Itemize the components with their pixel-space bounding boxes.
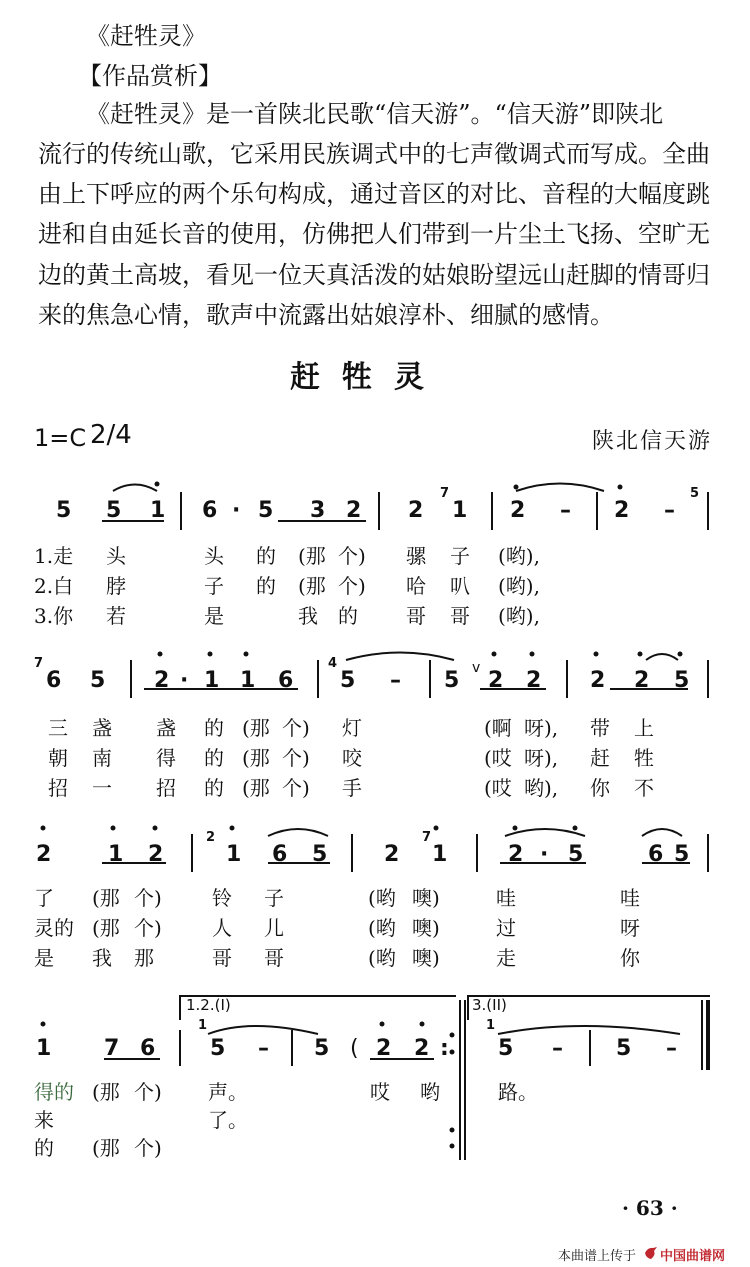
lyric: 儿: [264, 916, 284, 940]
lyric: 头: [204, 544, 224, 568]
note: 2: [36, 842, 52, 867]
note: 2: [154, 668, 170, 693]
note: 1: [108, 842, 124, 867]
lyric: 灯: [342, 716, 362, 740]
lyric: (哟),: [498, 574, 540, 598]
note: 6: [648, 842, 664, 867]
lyric: 若: [106, 604, 126, 628]
lyric: 得的: [34, 1080, 74, 1104]
lyric: 骡: [406, 544, 426, 568]
lyric: 噢): [412, 916, 440, 940]
lyric: (哎: [484, 746, 512, 770]
lyric: 我: [92, 946, 112, 970]
analysis-line-4: 进和自由延长音的使用，仿佛把人们带到一片尘土飞扬、空旷无: [38, 220, 710, 248]
lyric: (哟: [368, 946, 396, 970]
lyric: 人: [212, 916, 232, 940]
lyric: 你: [620, 946, 640, 970]
first-ending-label: 1.2.(I): [186, 996, 231, 1014]
page-number: · 63 ·: [622, 1196, 678, 1220]
analysis-line-6: 来的焦急心情，歌声中流露出姑娘淳朴、细腻的感情。: [38, 301, 614, 329]
lyric: 哥: [264, 946, 284, 970]
lyric: (哟),: [498, 604, 540, 628]
lyric: 声。: [208, 1080, 248, 1104]
note: 5: [106, 498, 122, 523]
note: 2: [510, 498, 526, 523]
note: 5: [56, 498, 72, 523]
lyric: 南: [92, 746, 112, 770]
repeat-colon: :: [440, 1036, 449, 1061]
lyric: 不: [634, 776, 654, 800]
note: 1: [150, 498, 166, 523]
lyric: 个): [282, 716, 310, 740]
note: –: [552, 1036, 563, 1061]
lyric: 呀),: [524, 716, 559, 740]
breath-mark: v: [472, 660, 481, 676]
lyric: 了。: [208, 1108, 248, 1132]
lyric: 三: [48, 716, 68, 740]
lyric: 一: [92, 776, 112, 800]
lyric: 是: [204, 604, 224, 628]
note: ·: [232, 498, 241, 523]
note: 5: [340, 668, 356, 693]
note: 1: [36, 1036, 52, 1061]
note: 2: [384, 842, 400, 867]
lyric: (那: [298, 544, 326, 568]
lyric: 哇: [620, 886, 640, 910]
lyric: 来: [34, 1108, 54, 1132]
note: 2: [488, 668, 504, 693]
grace-note: 7: [422, 830, 432, 845]
lyric: 的: [338, 604, 358, 628]
lyric: 哟),: [524, 776, 559, 800]
lyric: 哥: [406, 604, 426, 628]
lyric: 上: [634, 716, 654, 740]
lyric: 的: [256, 574, 276, 598]
note: –: [390, 668, 401, 693]
section-heading: 【作品赏析】: [78, 62, 222, 90]
note: 5: [210, 1036, 226, 1061]
grace-note: 7: [440, 486, 450, 501]
lyric: (哟: [368, 886, 396, 910]
lyric: 了: [34, 886, 54, 910]
time-signature: 2/4: [90, 420, 132, 450]
lyric: (那: [242, 776, 270, 800]
note: 6: [46, 668, 62, 693]
second-ending-label: 3.(II): [472, 996, 507, 1014]
lyric: 招: [48, 776, 68, 800]
lyric: 个): [282, 746, 310, 770]
score-title: 赶牲灵: [290, 360, 446, 395]
note: 5: [568, 842, 584, 867]
lyric: 3.你: [34, 604, 74, 628]
lyric: 招: [156, 776, 176, 800]
analysis-line-1: 《赶牲灵》是一首陕北民歌“信天游”。“信天游”即陕北: [86, 100, 664, 128]
note: 1: [204, 668, 220, 693]
lyric: 子: [264, 886, 284, 910]
note: 2: [414, 1036, 430, 1061]
note: 5: [616, 1036, 632, 1061]
site-logo-icon: [644, 1245, 658, 1259]
note: –: [666, 1036, 677, 1061]
lyric: 脖: [106, 574, 126, 598]
lyric: 我: [298, 604, 318, 628]
lyric: 赶: [590, 746, 610, 770]
note: –: [664, 498, 675, 523]
lyric: (那: [92, 916, 120, 940]
lyric: 哈: [406, 574, 426, 598]
lyric: 的: [34, 1136, 54, 1160]
lyric: 个): [134, 1136, 162, 1160]
lyric: (哎: [484, 776, 512, 800]
key-signature: 1=C: [34, 424, 87, 452]
grace-note: 7: [34, 656, 44, 671]
lyric: (哟),: [498, 544, 540, 568]
lyric: 个): [338, 574, 366, 598]
lyric: 是: [34, 946, 54, 970]
lyric: 个): [134, 1080, 162, 1104]
lyric: 呀),: [524, 746, 559, 770]
analysis-line-2: 流行的传统山歌，它采用民族调式中的七声徵调式而写成。全曲: [38, 140, 710, 168]
lyric: 路。: [498, 1080, 538, 1104]
note: 5: [674, 668, 690, 693]
note: 2: [408, 498, 424, 523]
lyric: 个): [134, 886, 162, 910]
lyric: 盏: [92, 716, 112, 740]
note: –: [258, 1036, 269, 1061]
note: 5: [312, 842, 328, 867]
note: 1: [226, 842, 242, 867]
grace-note: 4: [328, 656, 338, 671]
note: 5: [674, 842, 690, 867]
note: 2: [590, 668, 606, 693]
song-origin: 陕北信天游: [592, 429, 713, 454]
lyric: (那: [92, 1136, 120, 1160]
note: 5: [498, 1036, 514, 1061]
lyric: 盏: [156, 716, 176, 740]
lyric: (那: [242, 746, 270, 770]
note: 2: [634, 668, 650, 693]
note: 6: [272, 842, 288, 867]
lyric: (啊: [484, 716, 512, 740]
lyric: 个): [338, 544, 366, 568]
lyric: 铃: [212, 886, 232, 910]
site-name[interactable]: 中国曲谱网: [660, 1249, 726, 1264]
note: 1: [432, 842, 448, 867]
note: 2: [148, 842, 164, 867]
work-title: 《赶牲灵》: [86, 22, 206, 50]
lyric: 朝: [48, 746, 68, 770]
lyric: 哥: [450, 604, 470, 628]
lyric: 子: [450, 544, 470, 568]
lyric: 牲: [634, 746, 654, 770]
lyric: (那: [92, 1080, 120, 1104]
note: 3: [310, 498, 326, 523]
note: 2: [526, 668, 542, 693]
lyric: 噢): [412, 946, 440, 970]
lyric: 个): [134, 916, 162, 940]
note: 2: [376, 1036, 392, 1061]
lyric: (那: [298, 574, 326, 598]
grace-note: 5: [690, 486, 700, 501]
note: 7: [104, 1036, 120, 1061]
note: 5: [258, 498, 274, 523]
analysis-line-5: 边的黄土高坡，看见一位天真活泼的姑娘盼望远山赶脚的情哥归: [38, 261, 710, 289]
note: 5: [444, 668, 460, 693]
analysis-line-3: 由上下呼应的两个乐句构成，通过音区的对比、音程的大幅度跳: [38, 180, 710, 208]
lyric: 得: [156, 746, 176, 770]
note: –: [560, 498, 571, 523]
note: 5: [90, 668, 106, 693]
lyric: 呀: [620, 916, 640, 940]
lyric: 那: [134, 946, 154, 970]
lyric: (那: [92, 886, 120, 910]
note: ·: [180, 668, 189, 693]
lyric: 手: [342, 776, 362, 800]
note: 1: [240, 668, 256, 693]
lyric: 你: [590, 776, 610, 800]
lyric: 子: [204, 574, 224, 598]
lyric: 咬: [342, 746, 362, 770]
lyric: 走: [496, 946, 516, 970]
note: 1: [452, 498, 468, 523]
upload-credit: 本曲谱上传于: [558, 1249, 637, 1264]
note: 6: [140, 1036, 156, 1061]
note: 6: [202, 498, 218, 523]
note: (: [350, 1036, 359, 1061]
lyric: 的: [204, 716, 224, 740]
note: ·: [540, 842, 549, 867]
grace-note: 1: [198, 1018, 208, 1033]
lyric: 的: [204, 776, 224, 800]
lyric: 噢): [412, 886, 440, 910]
lyric: (哟: [368, 916, 396, 940]
grace-note: 1: [486, 1018, 496, 1033]
lyric: 的: [204, 746, 224, 770]
lyric: 哥: [212, 946, 232, 970]
lyric: 哟: [420, 1080, 440, 1104]
note: 2: [346, 498, 362, 523]
note: 2: [614, 498, 630, 523]
lyric: 过: [496, 916, 516, 940]
lyric: 个): [282, 776, 310, 800]
lyric: (那: [242, 716, 270, 740]
lyric: 1.走: [34, 544, 74, 568]
lyric: 叭: [450, 574, 470, 598]
lyric: 带: [590, 716, 610, 740]
lyric: 哇: [496, 886, 516, 910]
lyric: 的: [256, 544, 276, 568]
note: 2: [508, 842, 524, 867]
lyric: 灵的: [34, 916, 74, 940]
grace-note: 2: [206, 830, 216, 845]
note: 6: [278, 668, 294, 693]
note: 5: [314, 1036, 330, 1061]
lyric: 头: [106, 544, 126, 568]
lyric: 哎: [370, 1080, 390, 1104]
lyric: 2.白: [34, 574, 74, 598]
